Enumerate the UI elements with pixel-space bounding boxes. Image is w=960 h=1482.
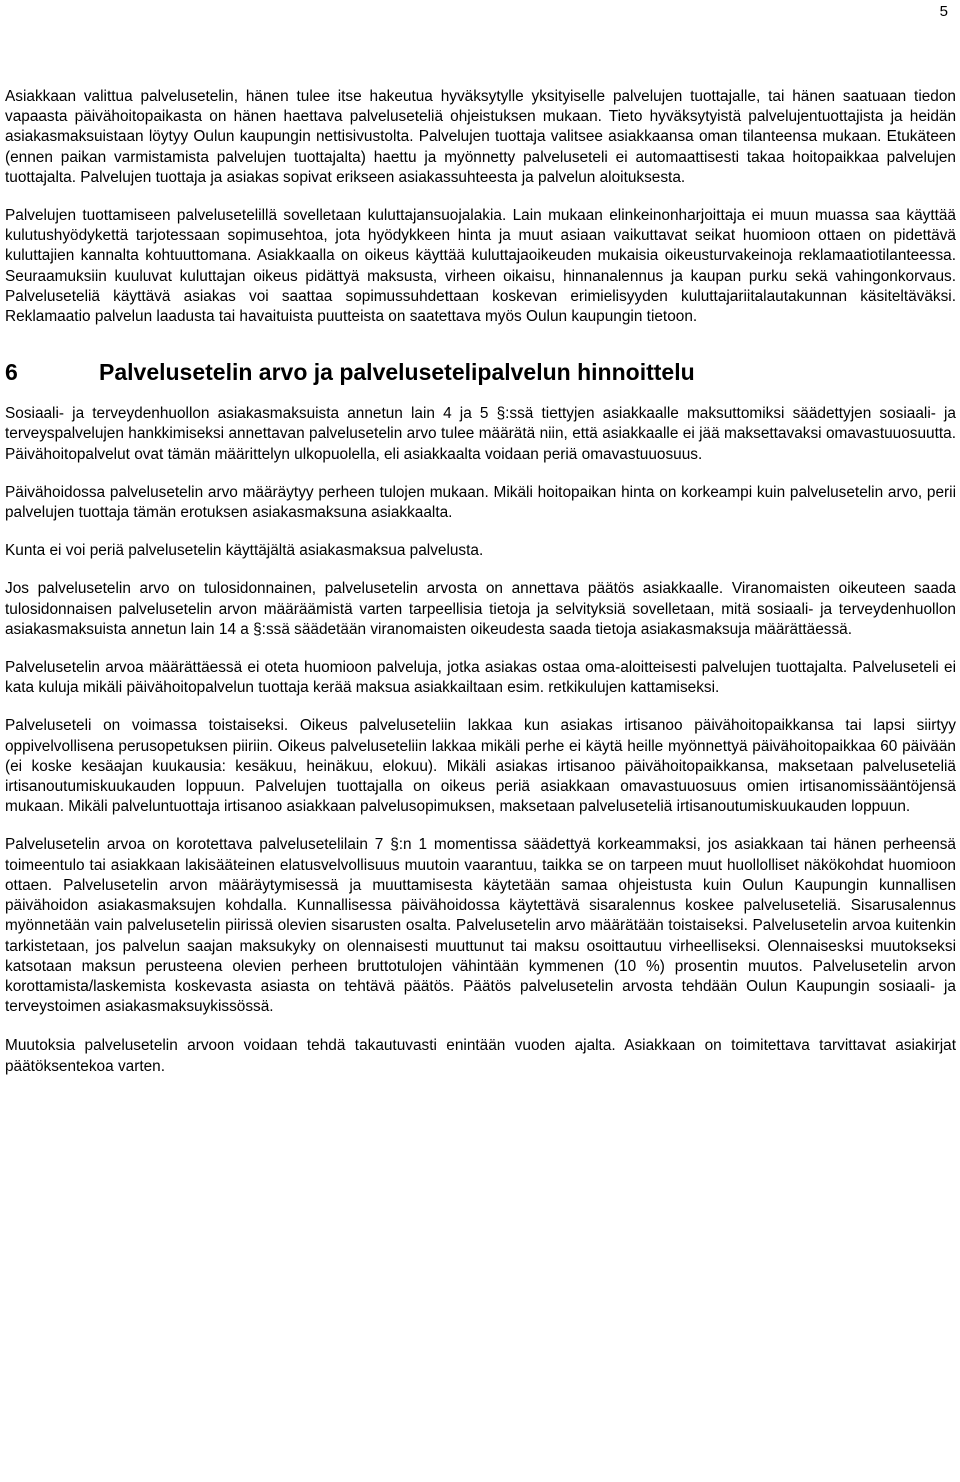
paragraph-family-income: Päivähoidossa palvelusetelin arvo määräytyy perheen tulojen mukaan. Mikäli hoitopaikan hinta on korkeampi kuin palvelusetelin arvo, perii palvelujen tuottaja tämän erotuksen asiakasmaksuna asiakkaalta. (5, 483, 956, 522)
paragraph-service-voucher-application: Asiakkaan valittua palvelusetelin, hänen tulee itse hakeutua hyväksytylle yksityiselle palvelujen tuottajalle, tai hänen saatuaan tiedon vapaasta päivähoitopaikasta on hänen haettava palveluseteliä ohjeistuksen mukaan. Tieto hyväksytyistä palvelujentuottajista ja heidän asiakasmaksuistaan löytyy Oulun kaupungin nettisivustolta. Palvelujen tuottaja valitsee asiakkaansa oman tilanteensa mukaan. Etukäteen (ennen paikan varmistamista palvelujen tuottajalta) haettu ja myönnetty palveluseteli ei automaattisesti takaa hoitopaikkaa palvelujen tuottajalta. Palvelujen tuottaja ja asiakas sopivat erikseen asiakassuhteesta ja palvelun aloituksesta. (5, 88, 956, 186)
paragraph-retroactive-changes: Muutoksia palvelusetelin arvoon voidaan tehdä takautuvasti enintään vuoden ajalta. Asiakkaan on toimitettava tarvittavat asiakirjat päätöksentekoa varten. (5, 1037, 956, 1075)
paragraph-consumer-protection: Palvelujen tuottamiseen palvelusetelillä sovelletaan kuluttajansuojalakia. Lain mukaan elinkeinonharjoittaja ei muun muassa saa käyttää kulutushyödykettä tarjotessaan sopimusehtoa, jota hyödykkeen hinta ja muut asiaan vaikuttavat seikat huomioon ottaen on pidettävä kuluttajien kannalta kohtuuttomana. Asiakkaalla on oikeus käyttää kuluttajaoikeuden mukaisia oikeusturvakeinoja reklamaatiotilanteessa. Seuraamuksiin kuuluvat kuluttajan oikeus pidättyä maksusta, virheen oikaisu, hinnanalennus ja kaupan purku sekä vahingonkorvaus. Palveluseteliä käyttävä asiakas voi saattaa sopimussuhdettaan koskevan erimielisyyden kuluttajariitalautakunnan käsiteltäväksi. Reklamaatio palvelun laadusta tai havaituista puutteista on saatettava myös Oulun kaupungin tietoon. (5, 207, 956, 326)
paragraph-value-increase: Palvelusetelin arvoa on korotettava palvelusetelilain 7 §:n 1 momentissa säädettyä korkeammaksi, jos asiakkaan tai hänen perheensä toimeentulo tai asiakkaan lakisääteinen elatusvelvollisuus muutoin vaarantuu, taikka se on tarpeen muut huollolliset näkökohdat huomioon ottaen. Palvelusetelin arvon määräytymisessä ja muuttamisesta käytetään samaa ohjeistusta kuin Oulun Kaupungin kunnallisen päivähoidon asiakasmaksujen kohdalla. Kunnallisessa päivähoidossa käytettävä sisaralennus koskee palveluseteliä. Sisarusalennus myönnetään vain palvelusetelin piirissä olevien sisarusten osalta. Palvelusetelin arvo määrätään toistaiseksi. Palvelusetelin arvoa kuitenkin tarkistetaan, jos palvelun saajan maksukyky on olennaisesti muuttunut tai maksu osoittautuu virheelliseksi. Olennaisesksi muutokseksi katsotaan maksun perusteena olevien perheen bruttotulojen vähintään kymmenen (10 %) prosentin muutos. Palvelusetelin arvon korottamista/laskemista koskevasta asiasta on tehtävä päätös. Päätös palvelusetelin arvosta tehdään Oulun Kaupungin sosiaali- ja terveystoimen asiakasmaksuykissössä. (5, 836, 956, 1016)
document-body (5, 87, 956, 1095)
section-heading (5, 357, 956, 387)
paragraph-no-client-fee: Kunta ei voi periä palvelusetelin käyttäjältä asiakasmaksua palvelusta. (5, 542, 484, 560)
section-title: Palvelusetelin arvo ja palvelusetelipalvelun hinnoittelu (99, 359, 695, 386)
page-number: 5 (939, 3, 948, 20)
section-number: 6 (5, 359, 18, 386)
paragraph-income-based-decision: Jos palvelusetelin arvo on tulosidonnainen, palvelusetelin arvosta on annettava päätös asiakkaalle. Viranomaisten oikeuteen saada tulosidonnaisen palvelusetelin arvon määräämistä varten tarpeellisia tietoja ja selvityksiä sovelletaan, mitä sosiaali- ja terveydenhuollon asiakasmaksuista annetun lain 14 a §:ssä säädetään viranomaisten oikeudesta saada tietoja asiakasmaksuja määrättäessä. (5, 580, 956, 638)
paragraph-client-fees-law: Sosiaali- ja terveydenhuollon asiakasmaksuista annetun lain 4 ja 5 §:ssä tiettyjen asiakkaalle maksuttomiksi säädettyjen sosiaali- ja terveyspalvelujen hankkimiseksi annettavan palvelusetelin arvo tulee määrätä niin, että asiakkaalle ei jää maksettavaksi omavastuuosuutta. Päivähoitopalvelut ovat tämän määrittelyn ulkopuolella, eli asiakkaalta voidaan periä omavastuuosuus. (5, 405, 956, 463)
paragraph-own-initiative-services: Palvelusetelin arvoa määrättäessä ei oteta huomioon palveluja, jotka asiakas ostaa oma-aloitteisesti palvelujen tuottajalta. Palveluseteli ei kata kuluja mikäli päivähoitopalvelun tuottaja kerää maksua asiakkailtaan esim. retkikulujen kattamiseksi. (5, 659, 956, 697)
paragraph-validity: Palveluseteli on voimassa toistaiseksi. Oikeus palveluseteliin lakkaa kun asiakas irtisanoo päivähoitopaikkansa tai lapsi siirtyy oppivelvollisena perusopetuksen piiriin. Oikeus palveluseteliin lakkaa mikäli perhe ei käytä heille myönnettyä päivähoitopaikkaa 60 päivään (ei koske kesäajan kuukausia: kesäkuu, heinäkuu, elokuu). Mikäli asiakas irtisanoo päivähoitopaikkansa, maksetaan palveluseteliä irtisanoutumiskuukauden loppuun. Palvelujen tuottajalla on oikeus periä asiakkaan omavastuuosuus omien irtisanomissääntöjensä mukaan. Mikäli palveluntuottaja irtisanoo asiakkaan palvelusopimuksen, maksetaan palveluseteliä irtisanoutumiskuukauden loppuun. (5, 717, 956, 816)
